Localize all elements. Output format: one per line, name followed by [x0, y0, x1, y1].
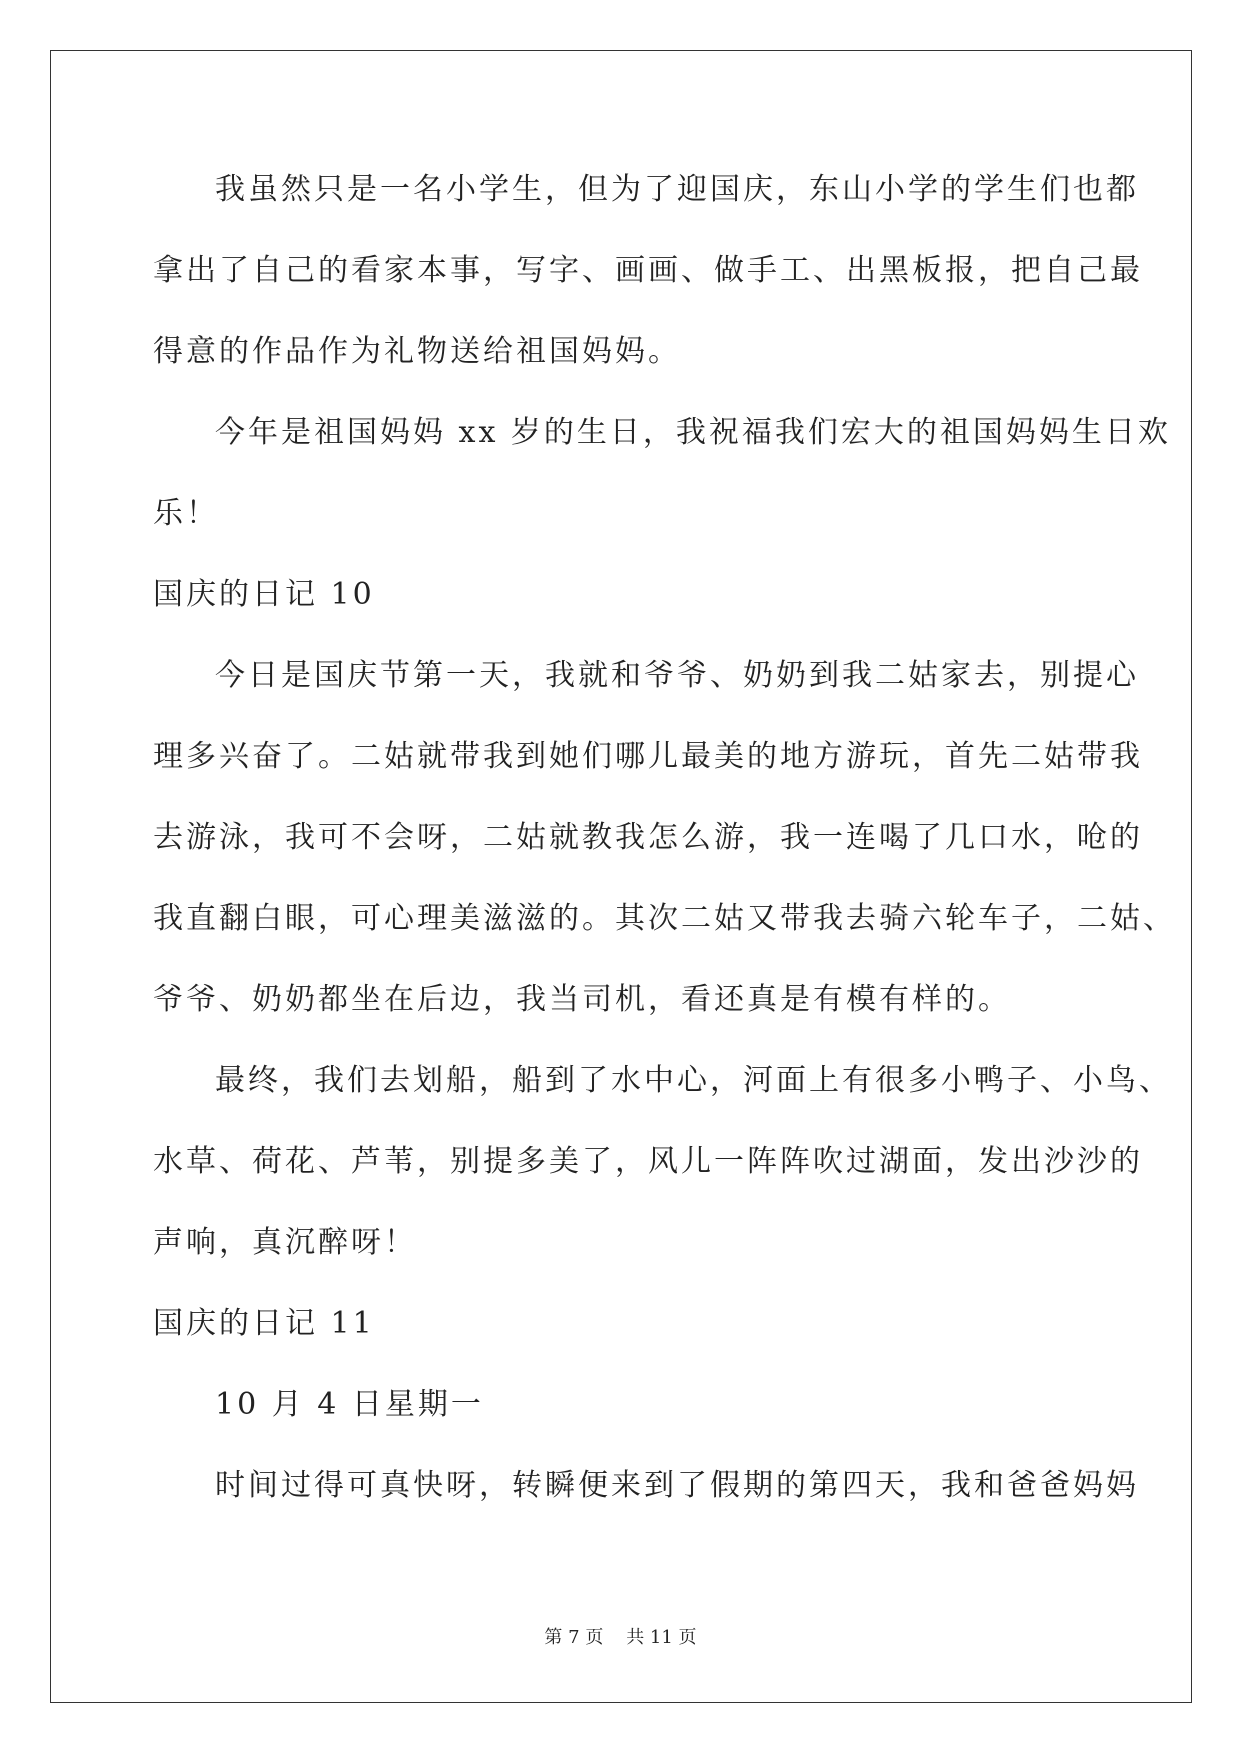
document-body: [153, 160, 1176, 1537]
text-line: 去游泳，我可不会呀，二姑就教我怎么游，我一连喝了几口水，呛的: [153, 820, 1143, 855]
section-heading: 国庆的日记 11: [153, 1306, 375, 1341]
text-line: 我直翻白眼，可心理美滋滋的。其次二姑又带我去骑六轮车子，二姑、: [153, 901, 1176, 936]
text-line: 理多兴奋了。二姑就带我到她们哪儿最美的地方游玩，首先二姑带我: [153, 739, 1143, 774]
text-line: 得意的作品作为礼物送给祖国妈妈。: [153, 334, 681, 369]
section-heading: 国庆的日记 10: [153, 577, 375, 612]
text-line: 爷爷、奶奶都坐在后边，我当司机，看还真是有模有样的。: [153, 982, 1011, 1017]
text-line: 最终，我们去划船，船到了水中心，河面上有很多小鸭子、小鸟、: [215, 1063, 1172, 1098]
text-line: 乐！: [153, 496, 219, 531]
text-line: 时间过得可真快呀，转瞬便来到了假期的第四天，我和爸爸妈妈: [215, 1468, 1139, 1503]
text-line: 拿出了自己的看家本事，写字、画画、做手工、出黑板报，把自己最: [153, 253, 1143, 288]
date-line: 10 月 4 日星期一: [215, 1387, 484, 1422]
text-line: 我虽然只是一名小学生，但为了迎国庆，东山小学的学生们也都: [215, 172, 1139, 207]
text-line: 今日是国庆节第一天，我就和爷爷、奶奶到我二姑家去，别提心: [215, 658, 1139, 693]
page-number-footer: 第 7 页 共 11 页: [544, 1627, 697, 1648]
text-line: 水草、荷花、芦苇，别提多美了，风儿一阵阵吹过湖面，发出沙沙的: [153, 1144, 1143, 1179]
text-line: 声响，真沉醉呀！: [153, 1225, 417, 1260]
text-line: 今年是祖国妈妈 xx 岁的生日，我祝福我们宏大的祖国妈妈生日欢: [215, 415, 1171, 450]
